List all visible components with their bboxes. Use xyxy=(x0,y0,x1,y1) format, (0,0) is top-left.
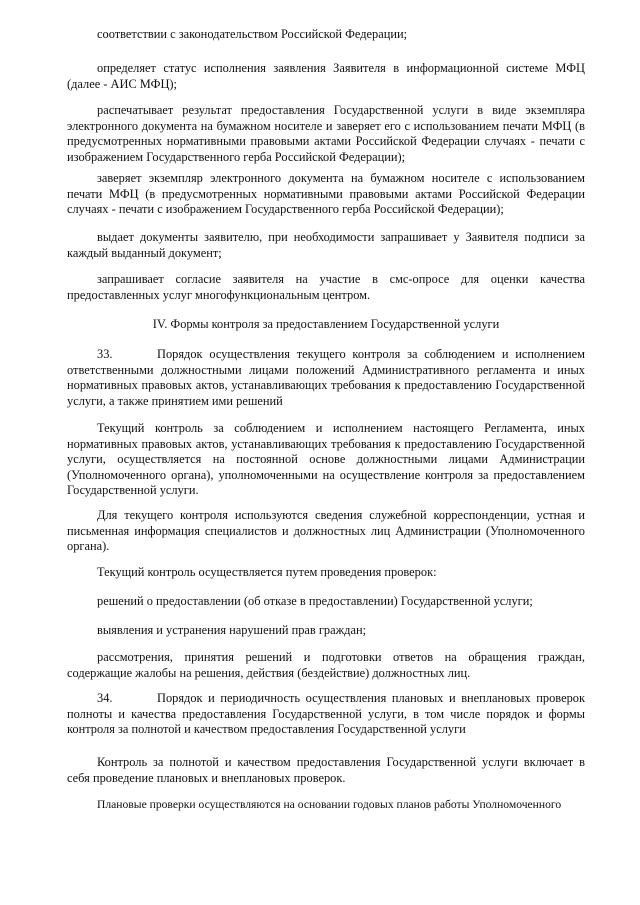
paragraph-status: определяет статус исполнения заявления Заявителя в информационной системе МФЦ (далее - АИС МФЦ); xyxy=(67,61,585,91)
paragraph-current-control: Текущий контроль за соблюдением и исполнением настоящего Регламента, иных нормативных правовых актов, устанавливающих требования к предоставлению Государственной услуги, осуществляется на постоянной основе должностными лицами Администрации (Уполномоченного органа), уполномоченными на осуществление контроля за предоставлением Государственной услуги. xyxy=(67,421,585,498)
paragraph-33-text: Порядок осуществления текущего контроля за соблюдением и исполнением ответственными должностными лицами положений Административного регламента и иных нормативных правовых актов, устанавливающих требования к предоставлению Государственной услуги, а также принятием ими решений xyxy=(67,347,585,408)
clause-number-33: 33. xyxy=(97,347,113,361)
paragraph-violations: выявления и устранения нарушений прав граждан; xyxy=(97,623,367,637)
paragraph-sources: Для текущего контроля используются сведения служебной корреспонденции, устная и письменная информация специалистов и должностных лиц Администрации (Уполномоченного органа). xyxy=(67,508,585,554)
paragraph-certify-copy: заверяет экземпляр электронного документа на бумажном носителе с использованием печати МФЦ (в предусмотренных нормативными правовыми актами Российской Федерации случаях - печати с изображением Государственного герба Российской Федерации); xyxy=(67,171,585,217)
paragraph-planned-inspections: Плановые проверки осуществляются на основании годовых планов работы Уполномоченного xyxy=(97,798,562,811)
clause-number-34: 34. xyxy=(97,691,113,705)
paragraph-33 xyxy=(67,347,585,409)
paragraph-issue-documents: выдает документы заявителю, при необходимости запрашивает у Заявителя подписи за каждый выданный документ; xyxy=(67,230,585,260)
paragraph-sms-survey: запрашивает согласие заявителя на участие в смс-опросе для оценки качества предоставленных услуг многофункциональным центром. xyxy=(67,272,585,302)
paragraph-print-result: распечатывает результат предоставления Государственной услуги в виде экземпляра электронного документа на бумажном носителе и заверяет его с использованием печати МФЦ (в предусмотренных нормативными правовыми актами Российской Федерации случаях - печати с изображением Государственного герба Российской Федерации); xyxy=(67,103,585,164)
paragraph-complaints: рассмотрения, принятия решений и подготовки ответов на обращения граждан, содержащие жалобы на решения, действия (бездействие) должностных лиц. xyxy=(67,650,585,680)
paragraph-inspections: Текущий контроль осуществляется путем проведения проверок: xyxy=(97,565,437,579)
paragraph-decisions: решений о предоставлении (об отказе в предоставлении) Государственной услуги; xyxy=(97,594,533,608)
paragraph-legislation: соответствии с законодательством Российской Федерации; xyxy=(97,27,408,41)
paragraph-quality-control: Контроль за полнотой и качеством предоставления Государственной услуги включает в себя проведение плановых и внеплановых проверок. xyxy=(67,755,585,785)
paragraph-34 xyxy=(67,691,585,738)
paragraph-34-text: Порядок и периодичность осуществления плановых и внеплановых проверок полноты и качества предоставления Государственной услуги, в том числе порядок и формы контроля за полнотой и качеством предоставления Государственной услуги xyxy=(67,691,585,737)
section-heading: IV. Формы контроля за предоставлением Государственной услуги xyxy=(152,317,500,331)
